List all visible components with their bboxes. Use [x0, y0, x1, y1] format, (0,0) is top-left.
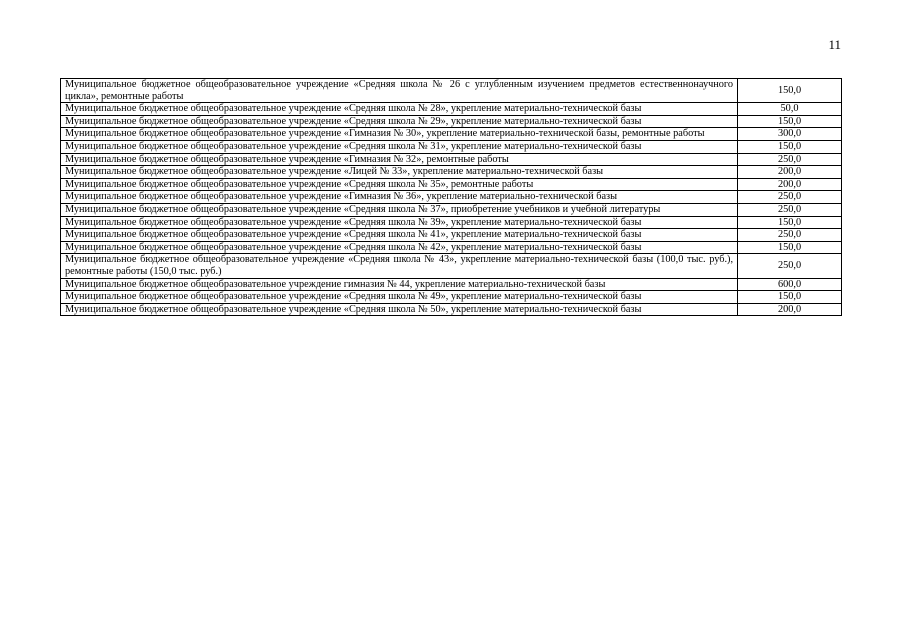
row-description: Муниципальное бюджетное общеобразовательное учреждение гимназия № 44, укрепление материально-технической базы	[61, 278, 738, 291]
row-description: Муниципальное бюджетное общеобразовательное учреждение «Средняя школа № 37», приобретение учебников и учебной литературы	[61, 203, 738, 216]
row-amount: 150,0	[738, 79, 842, 103]
row-amount: 200,0	[738, 178, 842, 191]
table-row	[61, 241, 842, 254]
row-description: Муниципальное бюджетное общеобразовательное учреждение «Гимназия № 30», укрепление материально-технической базы, ремонтные работы	[61, 128, 738, 141]
table-row	[61, 115, 842, 128]
table-body	[61, 79, 842, 316]
table-row	[61, 191, 842, 204]
table-row	[61, 103, 842, 116]
row-description: Муниципальное бюджетное общеобразовательное учреждение «Гимназия № 32», ремонтные работы	[61, 153, 738, 166]
row-description: Муниципальное бюджетное общеобразовательное учреждение «Лицей № 33», укрепление материально-технической базы	[61, 166, 738, 179]
row-amount: 250,0	[738, 229, 842, 242]
row-description: Муниципальное бюджетное общеобразовательное учреждение «Средняя школа № 31», укрепление материально-технической базы	[61, 140, 738, 153]
row-description: Муниципальное бюджетное общеобразовательное учреждение «Гимназия № 36», укрепление материально-технической базы	[61, 191, 738, 204]
table-row	[61, 153, 842, 166]
row-description: Муниципальное бюджетное общеобразовательное учреждение «Средняя школа № 49», укрепление материально-технической базы	[61, 291, 738, 304]
row-description: Муниципальное бюджетное общеобразовательное учреждение «Средняя школа № 35», ремонтные работы	[61, 178, 738, 191]
row-amount: 250,0	[738, 191, 842, 204]
row-amount: 150,0	[738, 140, 842, 153]
table-row	[61, 291, 842, 304]
row-description: Муниципальное бюджетное общеобразовательное учреждение «Средняя школа № 28», укрепление материально-технической базы	[61, 103, 738, 116]
row-amount: 250,0	[738, 203, 842, 216]
row-amount: 150,0	[738, 291, 842, 304]
row-description: Муниципальное бюджетное общеобразовательное учреждение «Средняя школа № 43», укрепление материально-технической базы (100,0 тыс. руб.), ремонтные работы (150,0 тыс. руб.)	[61, 254, 738, 278]
table-row	[61, 203, 842, 216]
row-amount: 600,0	[738, 278, 842, 291]
table-row	[61, 79, 842, 103]
table-row	[61, 140, 842, 153]
row-description: Муниципальное бюджетное общеобразовательное учреждение «Средняя школа № 42», укрепление материально-технической базы	[61, 241, 738, 254]
table-row	[61, 166, 842, 179]
row-amount: 200,0	[738, 166, 842, 179]
page-number: 11	[828, 37, 841, 52]
row-amount: 300,0	[738, 128, 842, 141]
row-description: Муниципальное бюджетное общеобразовательное учреждение «Средняя школа № 26 с углубленным изучением предметов естественнонаучного цикла», ремонтные работы	[61, 79, 738, 103]
row-description: Муниципальное бюджетное общеобразовательное учреждение «Средняя школа № 50», укрепление материально-технической базы	[61, 303, 738, 316]
table-row	[61, 254, 842, 278]
funding-table	[60, 78, 842, 316]
row-description: Муниципальное бюджетное общеобразовательное учреждение «Средняя школа № 29», укрепление материально-технической базы	[61, 115, 738, 128]
table-row	[61, 128, 842, 141]
row-amount: 150,0	[738, 241, 842, 254]
table-row	[61, 216, 842, 229]
row-amount: 150,0	[738, 115, 842, 128]
table-row	[61, 178, 842, 191]
row-description: Муниципальное бюджетное общеобразовательное учреждение «Средняя школа № 39», укрепление материально-технической базы	[61, 216, 738, 229]
row-amount: 150,0	[738, 216, 842, 229]
row-description: Муниципальное бюджетное общеобразовательное учреждение «Средняя школа № 41», укрепление материально-технической базы	[61, 229, 738, 242]
row-amount: 250,0	[738, 153, 842, 166]
table-row	[61, 278, 842, 291]
row-amount: 200,0	[738, 303, 842, 316]
table-row	[61, 229, 842, 242]
row-amount: 50,0	[738, 103, 842, 116]
row-amount: 250,0	[738, 254, 842, 278]
table-row	[61, 303, 842, 316]
